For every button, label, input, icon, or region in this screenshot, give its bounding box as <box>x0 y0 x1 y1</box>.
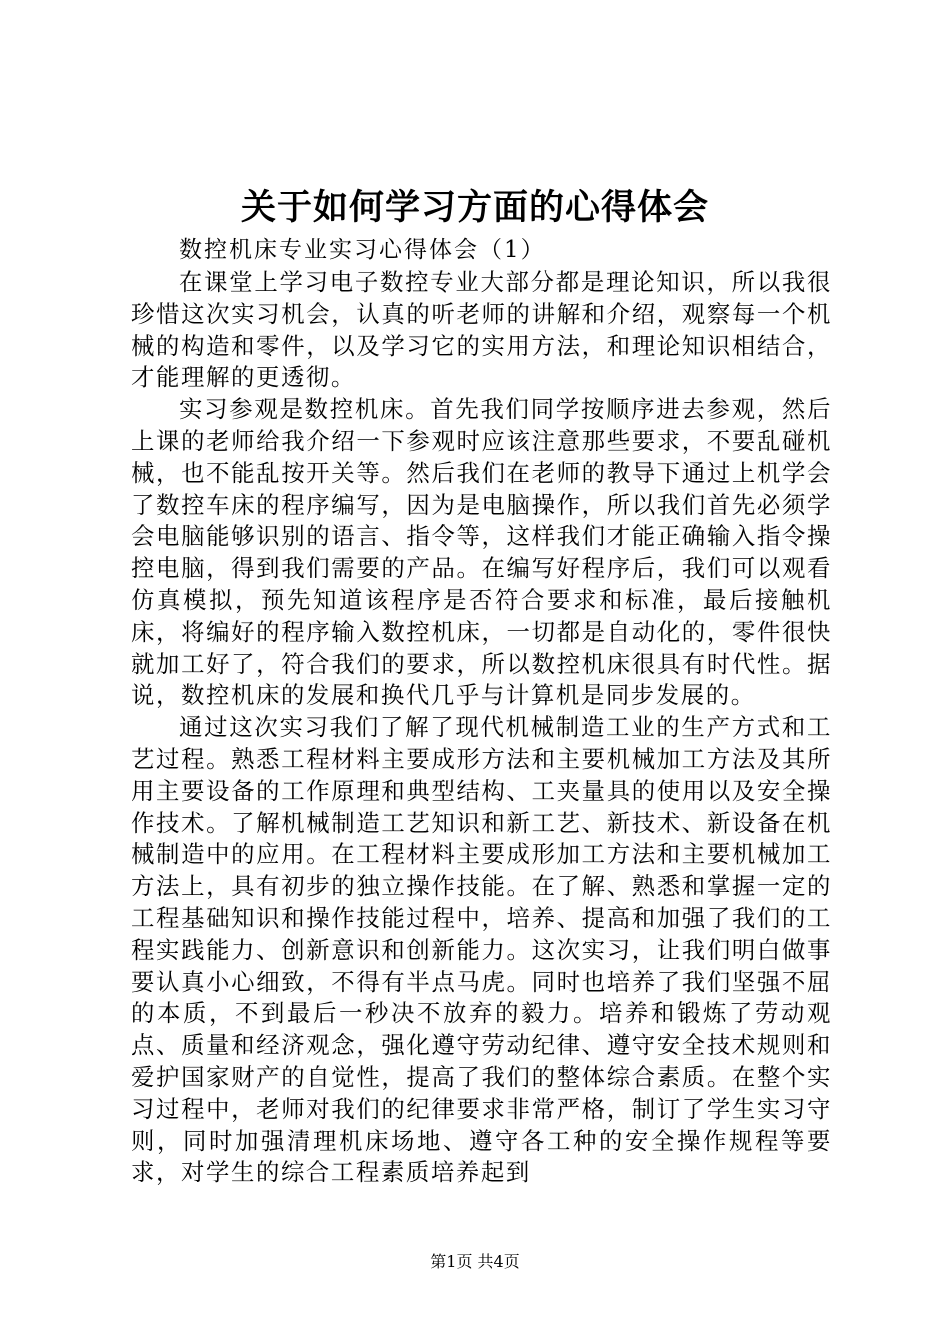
page-number-footer: 第1页 共4页 <box>430 1252 520 1271</box>
paragraph-1: 在课堂上学习电子数控专业大部分都是理论知识，所以我很珍惜这次实习机会，认真的听老师的讲解和介绍，观察每一个机械的构造和零件，以及学习它的实用方法，和理论知识相结合，才能理解的更透彻。 <box>131 268 832 392</box>
document-title: 关于如何学习方面的心得体会 <box>240 187 709 228</box>
document-body <box>131 234 832 1189</box>
paragraph-2: 实习参观是数控机床。首先我们同学按顺序进去参观，然后上课的老师给我介绍一下参观时应该注意那些要求，不要乱碰机械，也不能乱按开关等。然后我们在老师的教导下通过上机学会了数控车床的程序编写，因为是电脑操作，所以我们首先必须学会电脑能够识别的语言、指令等，这样我们才能正确输入指令操控电脑，得到我们需要的产品。在编写好程序后，我们可以观看仿真模拟，预先知道该程序是否符合要求和标准，最后接触机床，将编好的程序输入数控机床，一切都是自动化的，零件很快就加工好了，符合我们的要求，所以数控机床很具有时代性。据说，数控机床的发展和换代几乎与计算机是同步发展的。 <box>131 395 832 710</box>
document-subtitle: 数控机床专业实习心得体会（1） <box>179 237 546 263</box>
paragraph-3: 通过这次实习我们了解了现代机械制造工业的生产方式和工艺过程。熟悉工程材料主要成形方法和主要机械加工方法及其所用主要设备的工作原理和典型结构、工夹量具的使用以及安全操作技术。了解机械制造工艺知识和新工艺、新技术、新设备在机械制造中的应用。在工程材料主要成形加工方法和主要机械加工方法上，具有初步的独立操作技能。在了解、熟悉和掌握一定的工程基础知识和操作技能过程中，培养、提高和加强了我们的工程实践能力、创新意识和创新能力。这次实习，让我们明白做事要认真小心细致，不得有半点马虎。同时也培养了我们坚强不屈的本质，不到最后一秒决不放弃的毅力。培养和锻炼了劳动观点、质量和经济观念，强化遵守劳动纪律、遵守安全技术规则和爱护国家财产的自觉性，提高了我们的整体综合素质。在整个实习过程中，老师对我们的纪律要求非常严格，制订了学生实习守则，同时加强清理机床场地、遵守各工种的安全操作规程等要求，对学生的综合工程素质培养起到 <box>131 713 832 1187</box>
